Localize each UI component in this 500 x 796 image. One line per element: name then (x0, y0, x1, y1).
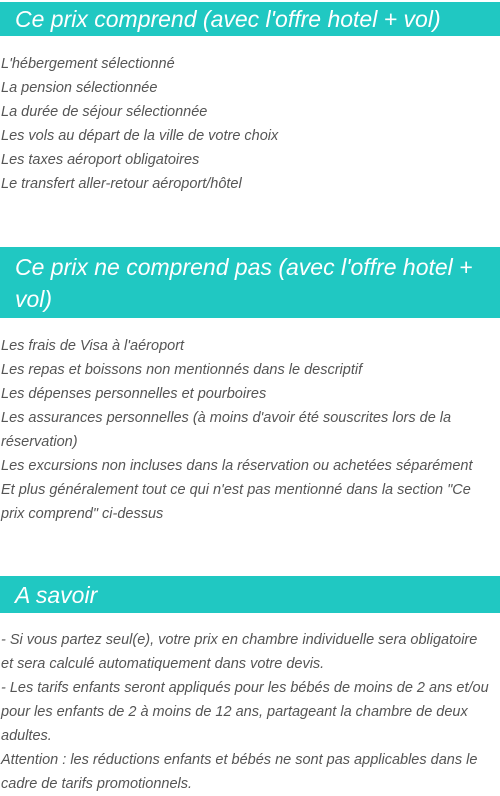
includes-title: Ce prix comprend (avec l'offre hotel + vol) (0, 2, 500, 36)
info-title: A savoir (0, 576, 500, 613)
list-item: Les frais de Visa à l'aéroport (1, 338, 185, 354)
list-item: La durée de séjour sélectionnée (1, 104, 208, 120)
list-item: L'hébergement sélectionné (1, 56, 175, 72)
list-item: - Les tarifs enfants seront appliqués pour les bébés de moins de 2 ans et/ou pour les enfants de 2 à moins de 12 ans, partageant la chambre de deux adultes. (1, 680, 489, 744)
list-item: Les vols au départ de la ville de votre choix (1, 128, 279, 144)
info-list (0, 628, 500, 796)
list-item: - Si vous partez seul(e), votre prix en chambre individuelle sera obligatoire et sera calculé automatiquement dans votre devis. (1, 632, 478, 672)
excludes-section (0, 247, 500, 526)
list-item: Le transfert aller-retour aéroport/hôtel (1, 176, 242, 192)
list-item: Les excursions non incluses dans la réservation ou achetées séparément (1, 458, 473, 474)
list-item: Les dépenses personnelles et pourboires (1, 386, 267, 402)
includes-section (0, 2, 500, 196)
excludes-title: Ce prix ne comprend pas (avec l'offre hotel + vol) (0, 247, 500, 318)
excludes-list (0, 334, 500, 526)
includes-list (0, 52, 500, 196)
info-section (0, 576, 500, 796)
list-item: Et plus généralement tout ce qui n'est pas mentionné dans la section "Ce prix comprend" ci-dessus (1, 482, 471, 522)
list-item: Attention : les réductions enfants et bébés ne sont pas applicables dans le cadre de tarifs promotionnels. (1, 752, 478, 792)
list-item: Les repas et boissons non mentionnés dans le descriptif (1, 362, 363, 378)
list-item: La pension sélectionnée (1, 80, 158, 96)
list-item: Les taxes aéroport obligatoires (1, 152, 200, 168)
list-item: Les assurances personnelles (à moins d'avoir été souscrites lors de la réservation) (1, 410, 452, 450)
